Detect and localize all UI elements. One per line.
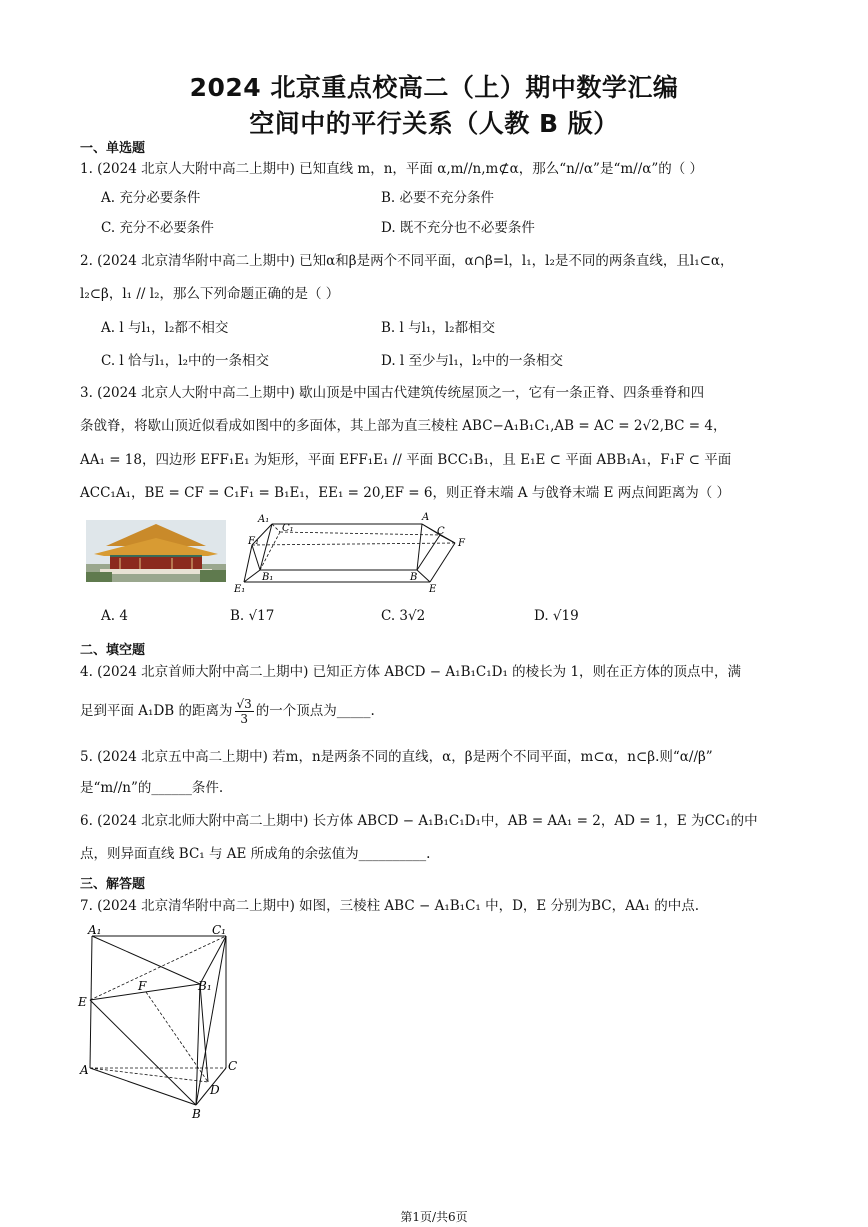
q3-option-c: C. 3√2 — [381, 608, 426, 624]
q4-line2 — [80, 697, 375, 726]
q3-label-F: F — [458, 538, 465, 549]
q1-option-d: D. 既不充分也不必要条件 — [381, 220, 535, 236]
q4-line2b: 的一个顶点为_____. — [255, 703, 375, 719]
q7-label-F: F — [138, 979, 147, 993]
q3-label-E: E — [429, 584, 437, 595]
q1-option-c: C. 充分不必要条件 — [101, 220, 214, 236]
doc-title-line1: 2024 北京重点校高二（上）期中数学汇编 — [189, 73, 679, 102]
q2-option-c: C. l 恰与l₁，l₂中的一条相交 — [101, 353, 269, 369]
q4-fraction — [235, 697, 254, 726]
q7-label-A: A — [80, 1063, 89, 1077]
q6-line1: 6. (2024 北京北师大附中高二上期中) 长方体 ABCD − A₁B₁C₁D₁中，AB = AA₁ = 2，AD = 1，E 为CC₁的中 — [80, 813, 758, 829]
q6-line2: 点，则异面直线 BC₁ 与 AE 所成角的余弦值为__________. — [80, 846, 431, 862]
q2-line2: l₂⊂β，l₁ // l₂，那么下列命题正确的是（ ） — [80, 286, 340, 302]
q4-frac-den: 3 — [240, 712, 248, 726]
q2-option-d: D. l 至少与l₁，l₂中的一条相交 — [381, 353, 563, 369]
q3-label-C1: C₁ — [282, 523, 294, 534]
q4-line2a: 足到平面 A₁DB 的距离为 — [80, 703, 233, 719]
q3-label-E1: E₁ — [234, 584, 246, 595]
q3-label-A: A — [422, 512, 430, 523]
section-fill-in: 二、填空题 — [80, 643, 146, 658]
q3-label-B: B — [410, 572, 418, 583]
q3-option-a: A. 4 — [101, 608, 128, 624]
q7-label-C: C — [228, 1059, 238, 1073]
q1-option-a: A. 充分必要条件 — [101, 190, 201, 206]
q3-building-photo — [86, 520, 226, 582]
section-single-choice: 一、单选题 — [80, 141, 146, 156]
q7-prism-figure — [76, 922, 256, 1122]
q3-label-F1: F₁ — [248, 536, 259, 547]
q3-option-d: D. √19 — [534, 608, 579, 624]
q3-polyhedron-figure — [232, 510, 477, 596]
q7-line1: 7. (2024 北京清华附中高二上期中) 如图，三棱柱 ABC − A₁B₁C₁ 中，D，E 分别为BC，AA₁ 的中点. — [80, 898, 700, 914]
q3-line3: AA₁ = 18，四边形 EFF₁E₁ 为矩形，平面 EFF₁E₁ // 平面 BCC₁B₁，且 E₁E ⊂ 平面 ABB₁A₁，F₁F ⊂ 平面 — [80, 452, 732, 468]
q2-option-b: B. l 与l₁，l₂都相交 — [381, 320, 496, 336]
section-solution: 三、解答题 — [80, 877, 146, 892]
q3-line2: 条戗脊，将歇山顶近似看成如图中的多面体，其上部为直三棱柱 ABC−A₁B₁C₁,AB = AC = 2√2,BC = 4， — [80, 418, 727, 434]
q3-label-C: C — [437, 526, 445, 537]
q2-option-a: A. l 与l₁，l₂都不相交 — [101, 320, 229, 336]
q7-label-A1: A₁ — [88, 923, 102, 937]
q3-line4: ACC₁A₁，BE = CF = C₁F₁ = B₁E₁，EE₁ = 20,EF = 6，则正脊末端 A 与戗脊末端 E 两点间距离为（ ） — [80, 485, 731, 501]
q3-label-B1: B₁ — [262, 572, 274, 583]
q7-label-B: B — [192, 1107, 201, 1121]
page-footer: 第1页/共6页 — [400, 1210, 468, 1224]
q4-line1: 4. (2024 北京首师大附中高二上期中) 已知正方体 ABCD − A₁B₁C₁D₁ 的棱长为 1，则在正方体的顶点中，满 — [80, 664, 742, 680]
doc-title-line2: 空间中的平行关系（人教 B 版） — [249, 109, 619, 138]
q4-frac-num: √3 — [236, 697, 252, 711]
q7-label-E: E — [78, 995, 87, 1009]
q5-line2: 是“m//n”的______条件. — [80, 780, 224, 796]
q5-line1: 5. (2024 北京五中高二上期中) 若m，n是两条不同的直线，α，β是两个不同平面，m⊂α，n⊂β.则“α//β” — [80, 749, 713, 765]
q1-option-b: B. 必要不充分条件 — [381, 190, 495, 206]
q7-label-B1: B₁ — [198, 979, 212, 993]
q3-line1: 3. (2024 北京人大附中高二上期中) 歇山顶是中国古代建筑传统屋顶之一，它有一条正脊、四条垂脊和四 — [80, 385, 705, 401]
q7-label-C1: C₁ — [212, 923, 226, 937]
q7-label-D: D — [210, 1083, 220, 1097]
q3-label-A1: A₁ — [258, 514, 270, 525]
q1-stem: 1. (2024 北京人大附中高二上期中) 已知直线 m，n，平面 α,m//n,m⊄α，那么“n//α”是“m//α”的（ ） — [80, 161, 704, 177]
q2-line1: 2. (2024 北京清华附中高二上期中) 已知α和β是两个不同平面，α∩β=l，l₁，l₂是不同的两条直线，且l₁⊂α， — [80, 253, 734, 269]
q3-option-b: B. √17 — [230, 608, 275, 624]
